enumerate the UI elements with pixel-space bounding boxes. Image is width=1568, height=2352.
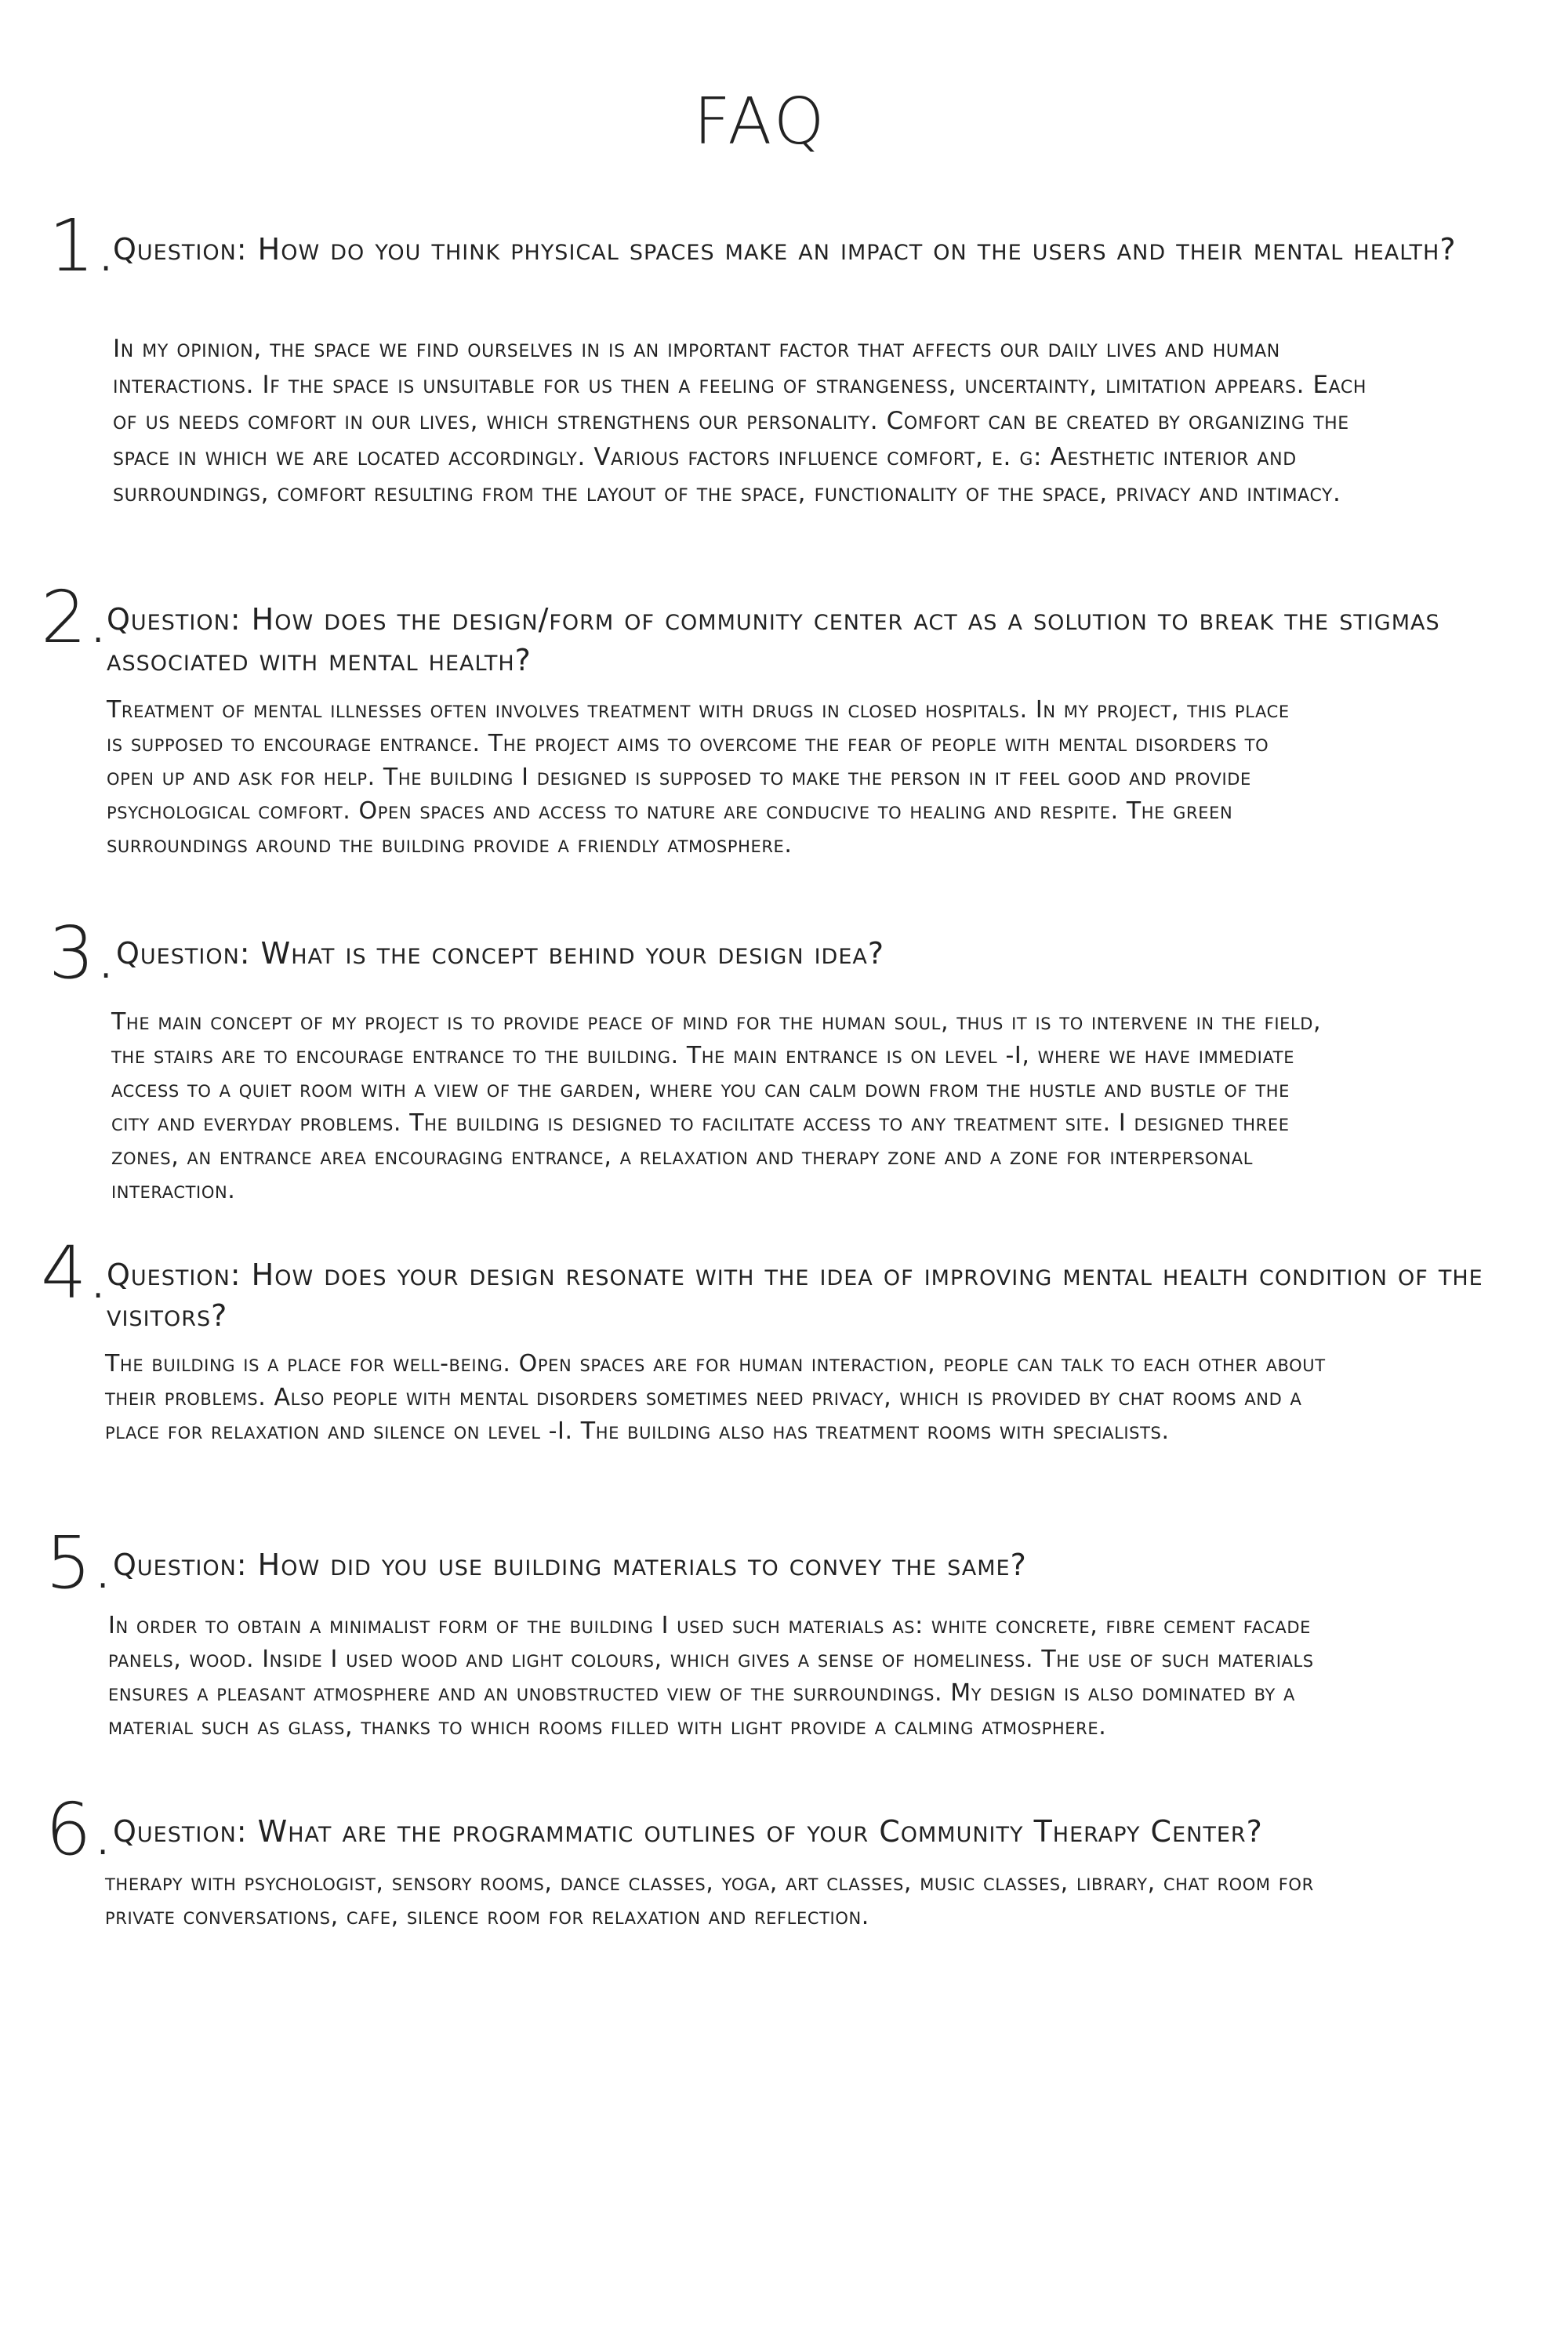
faq-question: Question: How does your design resonate with the idea of improving mental health condition of the visitors? [107,1258,1483,1333]
faq-item-number: 3. [49,911,118,995]
faq-answer: Treatment of mental illnesses often involves treatment with drugs in closed hospitals. In my project, this place is supposed to encourage entrance. The project aims to overcome the fear of people with mental disorders to open up and ask for help. The building I designed is supposed to make the person in it feel good and provide psychological comfort. Open spaces and access to nature are conducive to healing and respite. The green surroundings around the building provide a friendly atmosphere. [107,696,1290,858]
faq-question: Question: How did you use building materials to convey the same? [113,1548,1027,1582]
faq-answer: In my opinion, the space we find ourselves in is an important factor that affects our daily lives and human interactions. If the space is unsuitable for us then a feeling of strangeness, uncertainty, limitation appears. Each of us needs comfort in our lives, which strengthens our personality. Comfort can be created by organizing the space in which we are located accordingly. Various factors influence comfort, e. g: Aesthetic interior and surroundings, comfort resulting from the layout of the space, functionality of the space, privacy and intimacy. [113,335,1367,507]
faq-question: Question: How do you think physical spaces make an impact on the users and their mental health? [113,232,1457,267]
faq-item-number: 5. [45,1521,114,1605]
faq-answer: The main concept of my project is to provide peace of mind for the human soul, thus it is to intervene in the field, the stairs are to encourage entrance to the building. The main entrance is on level -I, where we have immediate access to a quiet room with a view of the garden, where you can calm down from the hustle and bustle of the city and everyday problems. The building is designed to facilitate access to any treatment site. I designed three zones, an entrance area encouraging entrance, a relaxation and therapy zone and a zone for interpersonal interaction. [111,1008,1322,1204]
faq-answer: therapy with psychologist, sensory rooms, dance classes, yoga, art classes, music classes, library, chat room for private conversations, cafe, silence room for relaxation and reflection. [105,1869,1314,1930]
faq-question: Question: How does the design/form of community center act as a solution to break the stigmas associated with mental health? [107,602,1440,677]
faq-item-number: 4. [41,1231,110,1315]
faq-item-number: 2. [41,575,110,659]
faq-question: Question: What is the concept behind your design idea? [116,936,885,971]
faq-item-number: 1. [49,204,118,288]
faq-answer: In order to obtain a minimalist form of the building I used such materials as: white concrete, fibre cement facade panels, wood. Inside I used wood and light colours, which gives a sense of homeliness. The use of such materials ensures a pleasant atmosphere and an unobstructed view of the surroundings. My design is also dominated by a material such as glass, thanks to which rooms filled with light provide a calming atmosphere. [108,1612,1314,1740]
faq-item-number: 6. [45,1788,114,1871]
page-title: FAQ [693,85,828,159]
faq-question: Question: What are the programmatic outlines of your Community Therapy Center? [113,1814,1263,1849]
faq-answer: The building is a place for well-being. Open spaces are for human interaction, people can talk to each other about their problems. Also people with mental disorders sometimes need privacy, which is provided by chat rooms and a place for relaxation and silence on level -I. The building also has treatment rooms with specialists. [105,1350,1326,1445]
